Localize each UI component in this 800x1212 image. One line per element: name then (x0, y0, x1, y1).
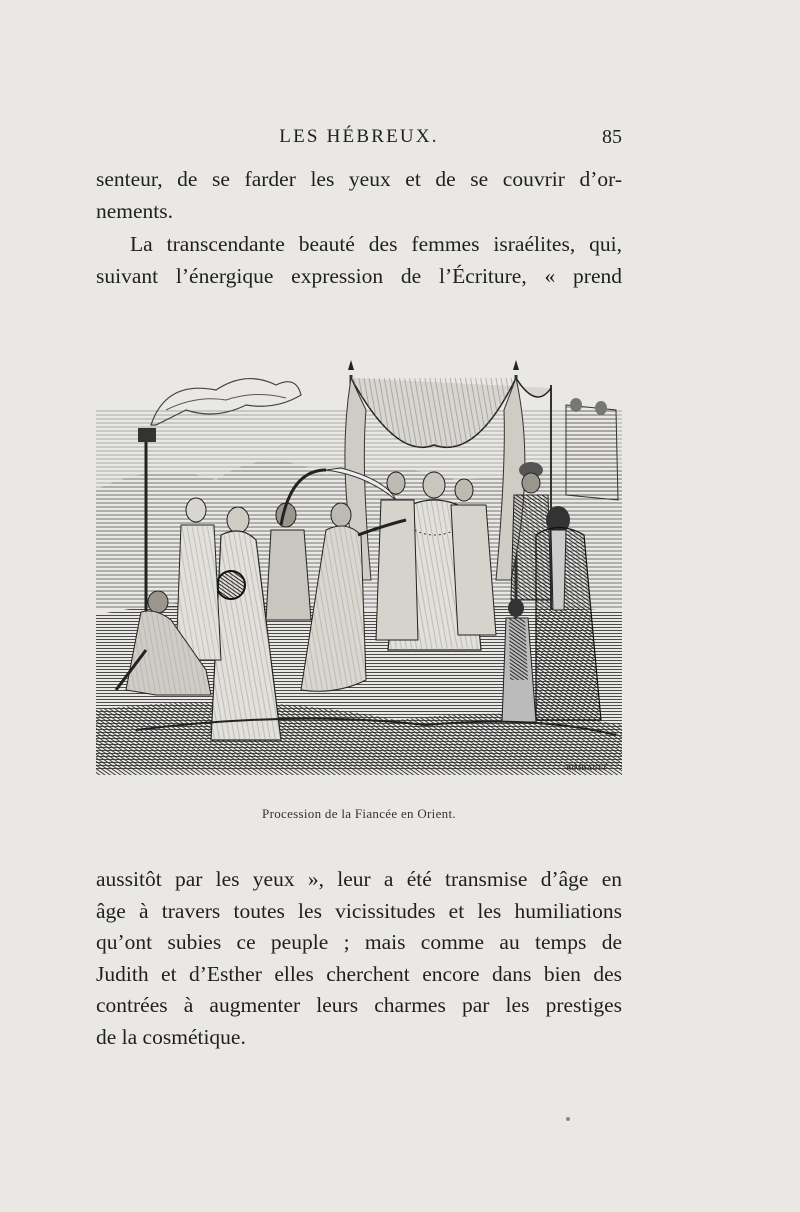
artist-signature: RIMBAULT (566, 763, 608, 772)
text-line: suivant l’énergique expression de l’Écriture, « prend (96, 263, 622, 288)
text-line: La transcendante beauté des femmes israélites, qui, (130, 232, 622, 256)
paragraph-continuation (96, 164, 622, 227)
paper-speck (566, 1117, 570, 1121)
text-line: de la cosmétique. (96, 1024, 246, 1049)
text-line: Judith et d’Esther elles cherchent encore dans bien des (96, 961, 622, 986)
paragraph-beauty (96, 229, 622, 292)
engraving-illustration (96, 350, 622, 790)
running-title: LES HÉBREUX. (279, 126, 439, 147)
text-line: contrées à augmenter leurs charmes par les prestiges (96, 993, 622, 1017)
text-line: senteur, de se farder les yeux et de se couvrir d’or- (96, 167, 622, 191)
engraving-drawing (96, 350, 622, 790)
running-head (96, 126, 622, 156)
page-number: 85 (602, 126, 622, 148)
paragraph-conclusion (96, 864, 622, 1053)
text-line: aussitôt par les yeux », leur a été transmise d’âge en (96, 867, 622, 891)
text-line: qu’ont subies ce peuple ; mais comme au temps de (96, 930, 622, 954)
text-line: nements. (96, 198, 174, 223)
figure-caption: Procession de la Fiancée en Orient. (262, 806, 456, 821)
text-line: âge à travers toutes les vicissitudes et les humiliations (96, 898, 622, 923)
horsemen-group (566, 398, 618, 500)
